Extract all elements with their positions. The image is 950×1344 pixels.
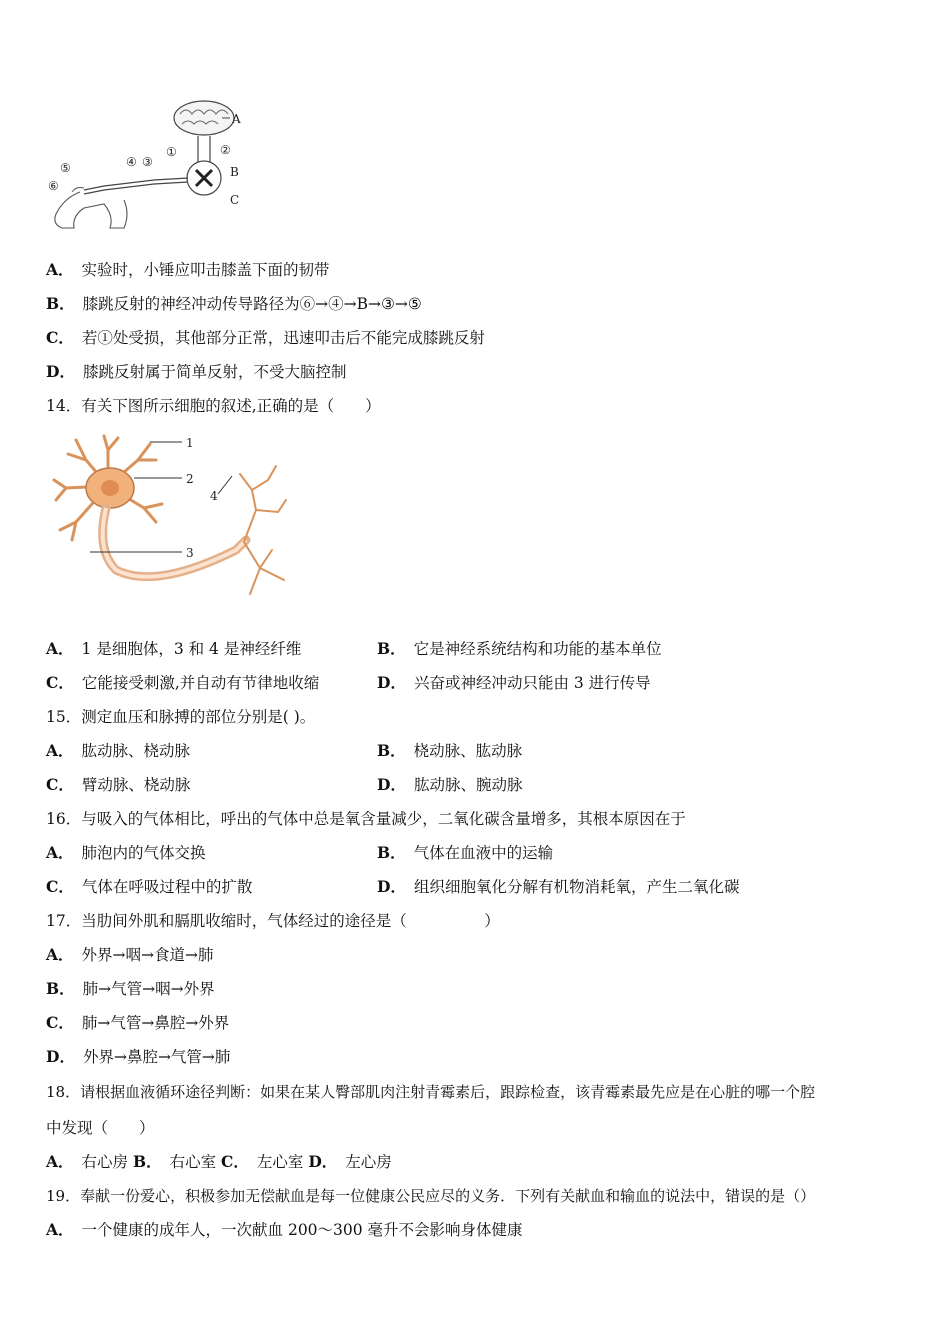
q18-options: A． 右心房 B． 右心室 C． 左心室 D． 左心房	[46, 1152, 392, 1171]
neuron-label-2: 2	[186, 472, 194, 486]
q17-option-c: C． 肺→气管→鼻腔→外界	[46, 1013, 230, 1032]
q15-stem: 15．测定血压和脉搏的部位分别是( )。	[46, 708, 316, 726]
q13-option-b: B． 膝跳反射的神经冲动传导路径为⑥→④→B→③→⑤	[46, 294, 422, 313]
q14-option-b: B． 它是神经系统结构和功能的基本单位	[377, 639, 662, 658]
neuron-label-4: 4	[210, 489, 218, 503]
q16-option-a: A． 肺泡内的气体交换	[46, 843, 206, 862]
q13-option-d: D． 膝跳反射属于简单反射，不受大脑控制	[46, 362, 347, 381]
q14-stem: 14．有关下图所示细胞的叙述,正确的是（ ）	[46, 397, 381, 415]
neuron-label-3: 3	[186, 546, 194, 560]
q17-stem: 17．当肋间外肌和膈肌收缩时，气体经过的途径是（ ）	[46, 912, 500, 930]
label-C: C	[230, 193, 240, 207]
q16-option-c: C． 气体在呼吸过程中的扩散	[46, 877, 253, 896]
q15-option-b: B． 桡动脉、肱动脉	[377, 741, 523, 760]
q19-stem: 19．奉献一份爱心，积极参加无偿献血是每一位健康公民应尽的义务．下列有关献血和输血的说法中，错误的是（）	[46, 1187, 816, 1205]
label-B: B	[230, 165, 239, 179]
label-6: ⑥	[48, 179, 59, 193]
q13-option-a: A． 实验时，小锤应叩击膝盖下面的韧带	[46, 260, 330, 279]
q16-option-b: B． 气体在血液中的运输	[377, 843, 554, 862]
label-2: ②	[220, 143, 231, 157]
neuron-label-1: 1	[186, 436, 194, 450]
q16-stem: 16．与吸入的气体相比，呼出的气体中总是氧含量减少，二氧化碳含量增多，其根本原因在于	[46, 810, 686, 828]
neuron-diagram	[46, 430, 296, 610]
label-1: ①	[166, 145, 177, 159]
q18-stem-line1: 18．请根据血液循环途径判断：如果在某人臀部肌肉注射青霉素后，跟踪检查，该青霉素最先应是在心脏的哪一个腔	[46, 1083, 816, 1101]
label-5: ⑤	[60, 161, 71, 175]
q13-option-c: C． 若①处受损，其他部分正常，迅速叩击后不能完成膝跳反射	[46, 328, 485, 347]
q15-option-d: D． 肱动脉、腕动脉	[377, 775, 523, 794]
q17-option-d: D． 外界→鼻腔→气管→肺	[46, 1047, 231, 1066]
q15-option-c: C． 臂动脉、桡动脉	[46, 775, 191, 794]
label-3: ③	[142, 155, 153, 169]
q14-option-d: D． 兴奋或神经冲动只能由 3 进行传导	[377, 673, 651, 692]
q19-option-a: A． 一个健康的成年人，一次献血 200～300 毫升不会影响身体健康	[46, 1220, 523, 1239]
q17-option-a: A． 外界→咽→食道→肺	[46, 945, 214, 964]
q14-option-c: C． 它能接受刺激,并自动有节律地收缩	[46, 673, 320, 692]
knee-reflex-diagram	[44, 96, 244, 242]
q14-option-a: A． 1 是细胞体，3 和 4 是神经纤维	[46, 639, 302, 658]
q15-option-a: A． 肱动脉、桡动脉	[46, 741, 191, 760]
q17-option-b: B． 肺→气管→咽→外界	[46, 979, 215, 998]
label-4: ④	[126, 155, 137, 169]
q16-option-d: D． 组织细胞氧化分解有机物消耗氧，产生二氧化碳	[377, 877, 740, 896]
label-A: A	[232, 112, 241, 126]
q18-stem-line2: 中发现（ ）	[46, 1119, 155, 1137]
